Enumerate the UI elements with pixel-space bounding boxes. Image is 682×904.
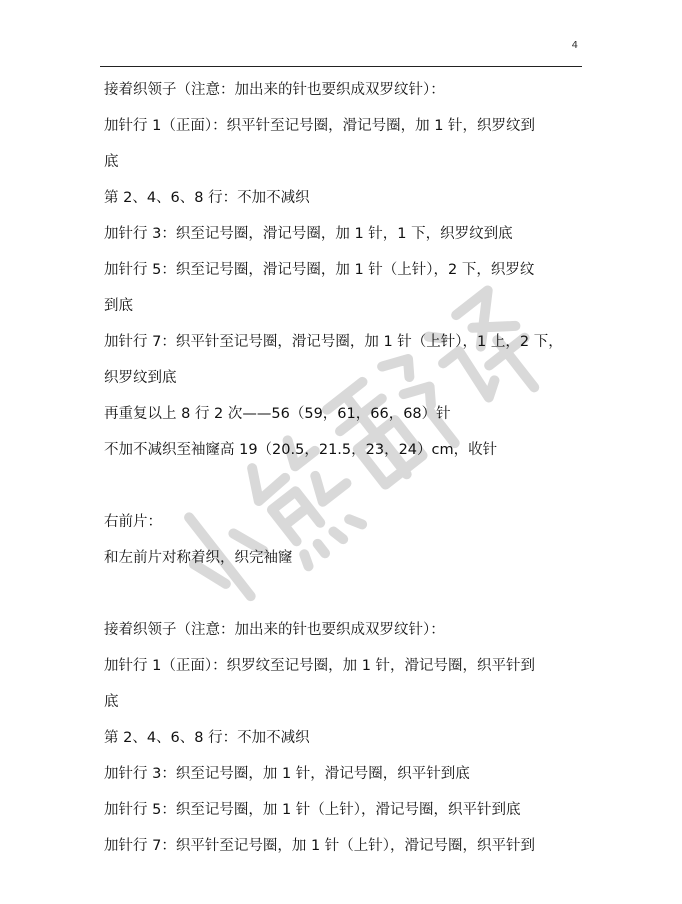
page-number: 4 <box>571 40 578 51</box>
text-line: 加针行 7：织平针至记号圈，加 1 针（上针），滑记号圈，织平针到 <box>104 838 536 854</box>
text-line: 加针行 3：织至记号圈，滑记号圈，加 1 针，1 下，织罗纹到底 <box>104 226 513 242</box>
text-line: 再重复以上 8 行 2 次——56（59，61，66，68）针 <box>104 406 451 422</box>
document-body <box>104 78 584 870</box>
text-line: 接着织领子（注意：加出来的针也要织成双罗纹针）： <box>104 622 445 638</box>
text-line: 加针行 5：织至记号圈，加 1 针（上针），滑记号圈，织平针到底 <box>104 802 521 818</box>
text-line: 接着织领子（注意：加出来的针也要织成双罗纹针）： <box>104 82 445 98</box>
text-line: 加针行 1（正面）：织罗纹至记号圈，加 1 针，滑记号圈，织平针到 <box>104 658 536 674</box>
text-line: 和左前片对称着织，织完袖窿 <box>104 550 293 566</box>
text-line: 底 <box>104 694 119 710</box>
header-rule <box>100 66 582 67</box>
text-line: 到底 <box>104 298 133 314</box>
blank-line <box>104 474 584 510</box>
text-line: 加针行 5：织至记号圈，滑记号圈，加 1 针（上针），2 下，织罗纹 <box>104 262 535 278</box>
text-line: 第 2、4、6、8 行：不加不减织 <box>104 730 310 746</box>
text-line: 底 <box>104 154 119 170</box>
text-line: 第 2、4、6、8 行：不加不减织 <box>104 190 310 206</box>
text-line: 织罗纹到底 <box>104 370 177 386</box>
text-line: 不加不减织至袖窿高 19（20.5，21.5，23，24）cm，收针 <box>104 442 498 458</box>
text-line: 加针行 3：织至记号圈，加 1 针，滑记号圈，织平针到底 <box>104 766 470 782</box>
text-line: 右前片： <box>104 514 162 530</box>
text-line: 加针行 7：织平针至记号圈，滑记号圈，加 1 针（上针），1 上，2 下， <box>104 334 563 350</box>
blank-line <box>104 582 584 618</box>
text-line: 加针行 1（正面）：织平针至记号圈，滑记号圈，加 1 针，织罗纹到 <box>104 118 536 134</box>
